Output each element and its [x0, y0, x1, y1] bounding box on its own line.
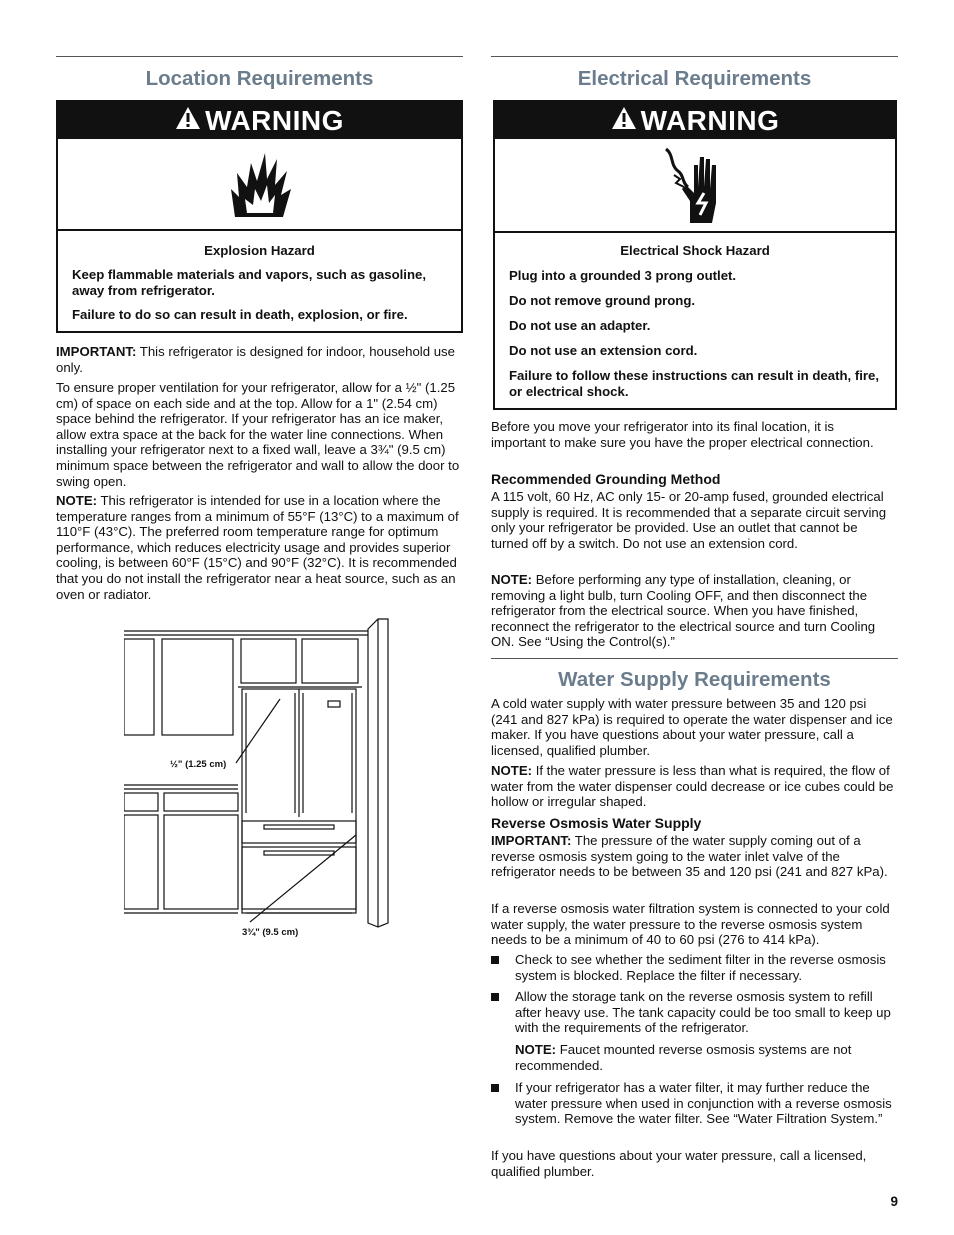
section-rule: [491, 658, 898, 659]
warning-line: Keep flammable materials and vapors, such as gasoline, away from refrigerator.: [72, 267, 427, 298]
warning-line: Failure to follow these instructions can result in death, fire, or electrical shock.: [509, 368, 880, 399]
warning-triangle-icon: [175, 105, 201, 137]
section-rule: [56, 56, 463, 57]
hazard-title: Electrical Shock Hazard: [620, 243, 770, 258]
note-label: NOTE:: [491, 763, 533, 778]
hazard-title: Explosion Hazard: [204, 243, 315, 258]
refrigerator-cabinet-illustration: [124, 617, 394, 937]
location-heading: Location Requirements: [145, 67, 374, 90]
warning-text: [495, 233, 895, 400]
water-supply-heading: Water Supply Requirements: [558, 668, 831, 691]
note-label: NOTE:: [491, 572, 533, 587]
closing-paragraph: If you have questions about your water pressure, call a licensed, qualified plumber.: [491, 1148, 867, 1179]
water-note-paragraph: [491, 763, 896, 810]
note-text: Faucet mounted reverse osmosis systems are not recommended.: [515, 1042, 852, 1073]
warning-line: Failure to do so can result in death, explosion, or fire.: [72, 307, 408, 322]
water-pressure-paragraph: A cold water supply with water pressure between 35 and 120 psi (241 and 827 kPa) is required to operate the water dispenser and ice maker. If you have questions about your water pressure, call a licensed, qualified plumber.: [491, 696, 893, 758]
bullet-note-paragraph: [515, 1042, 896, 1073]
note-text: If the water pressure is less than what is required, the flow of water from the water dispenser could decrease or ice cubes could be hollow or irregular shaped.: [491, 763, 894, 810]
warning-banner: [495, 102, 895, 139]
page-number: 9: [890, 1194, 898, 1209]
refrigerator-clearance-figure: [124, 617, 394, 937]
important-label: IMPORTANT:: [491, 833, 572, 848]
electrical-heading: Electrical Requirements: [577, 67, 812, 90]
note-text: This refrigerator is intended for use in a location where the temperature ranges from a minimum of 55°F (13°C) to a maximum of 110°F (43°C). The preferred room temperature range for optimum performance, which reduces electricity usage and provides superior cooling, is between 60°F (15°C) and 90°F (32°C). It is recommended that you do not install the refrigerator near a heat source, such as an oven or radiator.: [56, 493, 459, 602]
important-label: IMPORTANT:: [56, 344, 137, 359]
note-label: NOTE:: [56, 493, 98, 508]
important-paragraph: [56, 344, 461, 375]
explosion-icon: [225, 149, 295, 219]
list-item: [491, 952, 896, 984]
warning-line: Do not use an extension cord.: [509, 343, 698, 358]
warning-banner: [58, 102, 461, 139]
side-clearance-label: ½" (1.25 cm): [170, 759, 227, 770]
note-label: NOTE:: [515, 1042, 557, 1057]
hazard-icon-row: [58, 139, 461, 231]
list-item-text: Allow the storage tank on the reverse osmosis system to refill after heavy use. The tank capacity could be too small to keep up with the requirements of the refrigerator.: [515, 989, 891, 1036]
warning-triangle-icon: [611, 105, 637, 137]
explosion-warning-box: [56, 100, 463, 333]
list-item-text: If your refrigerator has a water filter, it may further reduce the water pressure when used in conjunction with a reverse osmosis system. Remove the water filter. See “Water Filtration System.”: [515, 1080, 892, 1127]
electrical-shock-hand-icon: [660, 145, 730, 225]
ventilation-paragraph: To ensure proper ventilation for your refrigerator, allow for a ½" (1.25 cm) of space on each side and at the top. Allow for a 1" (2.54 cm) space behind the refrigerator. If your refrigerator has an ice maker, allow extra space at the back for the water line connections. When installing your refrigerator next to a fixed wall, leave a 3¾" (9.5 cm) minimum space between the refrigerator and wall to allow the door to swing open.: [56, 380, 460, 489]
reverse-osmosis-important-paragraph: [491, 833, 896, 880]
list-item: [491, 1080, 896, 1144]
bullet-square-icon: [491, 1084, 499, 1092]
list-item: [491, 989, 896, 1037]
grounding-paragraph: A 115 volt, 60 Hz, AC only 15- or 20-amp fused, grounded electrical supply is required. It is recommended that a separate circuit serving only your refrigerator be provided. Use an outlet that cannot be turned off by a switch. Do not use an extension cord.: [491, 489, 887, 551]
important-text: This refrigerator is designed for indoor, household use only.: [56, 344, 455, 375]
warning-label: WARNING: [640, 104, 780, 136]
list-item-text: Check to see whether the sediment filter in the reverse osmosis system is blocked. Replace the filter if necessary.: [515, 952, 886, 983]
temperature-note-paragraph: [56, 493, 461, 602]
warning-label: WARNING: [205, 104, 344, 136]
right-column: [491, 0, 898, 1235]
reverse-osmosis-subheading: Reverse Osmosis Water Supply: [491, 815, 702, 831]
bullet-square-icon: [491, 956, 499, 964]
shock-warning-box: [493, 100, 897, 410]
disconnect-note-paragraph: [491, 572, 896, 650]
warning-line: Do not use an adapter.: [509, 318, 651, 333]
warning-line: Do not remove ground prong.: [509, 293, 696, 308]
filtration-paragraph: If a reverse osmosis water filtration system is connected to your cold water supply, the water pressure to the reverse osmosis system needs to be a minimum of 40 to 60 psi (276 to 414 kPa).: [491, 901, 890, 948]
electrical-intro-paragraph: Before you move your refrigerator into its final location, it is important to make sure you have the proper electrical connection.: [491, 419, 874, 450]
note-text: Before performing any type of installation, cleaning, or removing a light bulb, turn Cooling OFF, and then disconnect the refrigerator from the electrical source. When you have finished, reconnect the refrigerator to the electrical source and turn Cooling ON. See “Using the Control(s).”: [491, 572, 876, 650]
section-rule: [491, 56, 898, 57]
warning-text: [58, 231, 461, 323]
bullet-square-icon: [491, 993, 499, 1001]
important-text: The pressure of the water supply coming out of a reverse osmosis system going to the water inlet valve of the refrigerator needs to be between 35 and 120 psi (241 and 827 kPa).: [491, 833, 888, 880]
wall-clearance-label: 3¾" (9.5 cm): [242, 927, 299, 938]
warning-line: Plug into a grounded 3 prong outlet.: [509, 268, 737, 283]
hazard-icon-row: [495, 139, 895, 233]
grounding-subheading: Recommended Grounding Method: [491, 471, 721, 487]
